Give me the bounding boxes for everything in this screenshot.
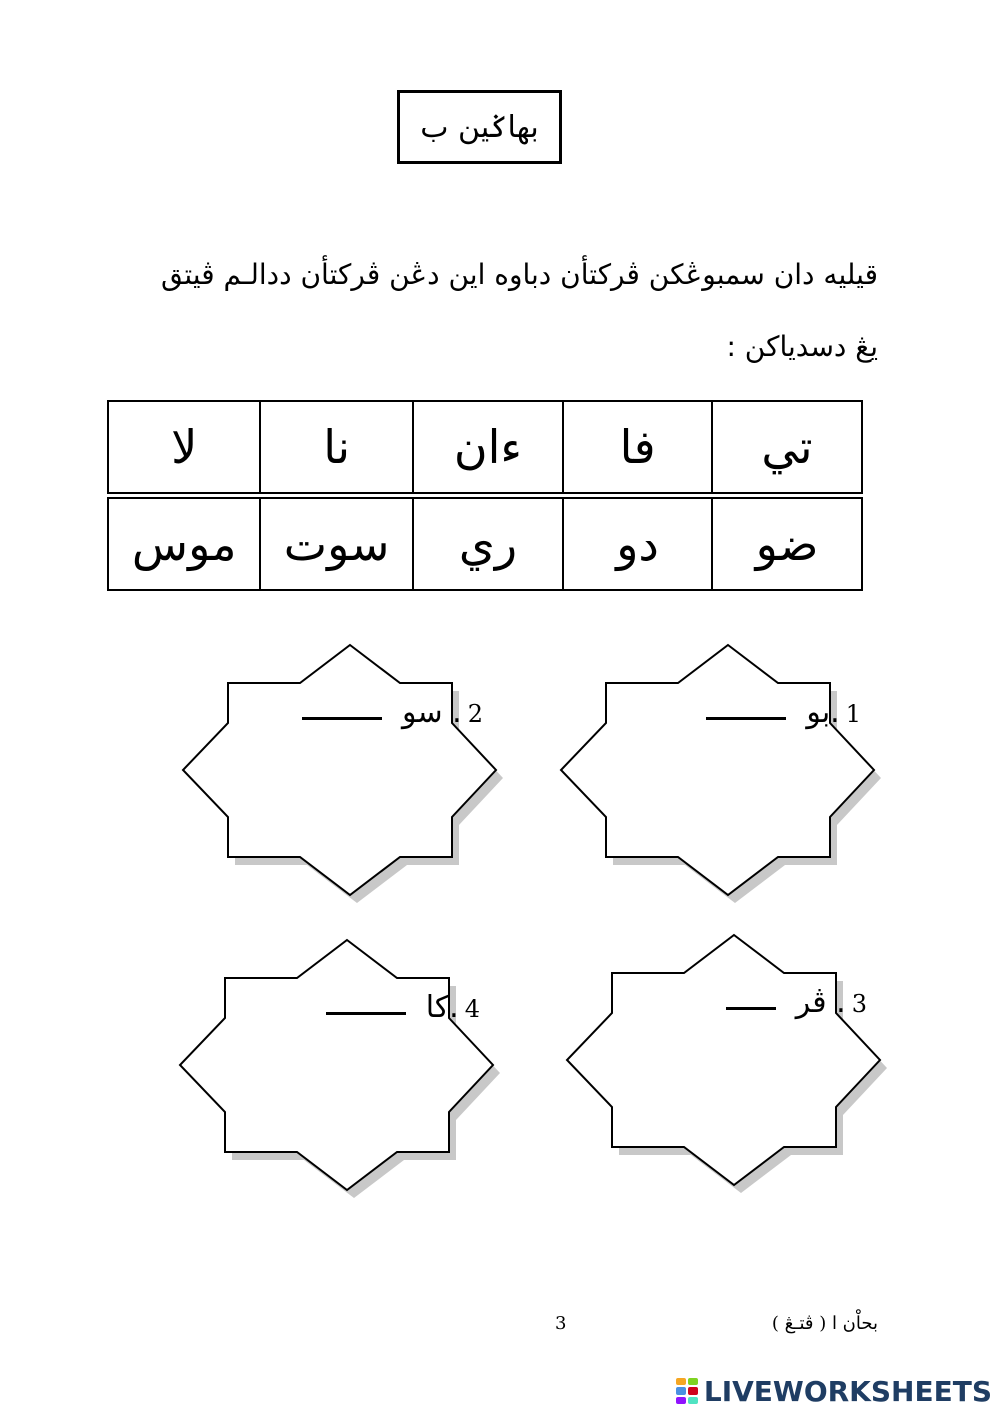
exercise-number: 1 [845, 700, 861, 728]
logo-square [688, 1387, 698, 1394]
star-shape [178, 645, 523, 895]
syllable-cell: ءان [413, 401, 563, 493]
exercise-prefix: .بو [806, 695, 840, 730]
star-shape [175, 940, 520, 1190]
exercise-star-1[interactable] [556, 645, 901, 895]
logo-square [688, 1397, 698, 1404]
syllable-cell: ري [413, 498, 563, 590]
exercise-label [326, 990, 480, 1025]
logo-square [688, 1378, 698, 1385]
logo-square [676, 1387, 686, 1394]
star-shape [562, 935, 907, 1185]
syllable-cell: تي [712, 401, 862, 493]
exercise-label [302, 695, 483, 730]
instruction-line-2: يڠ دسدياكن : [726, 330, 878, 363]
answer-blank[interactable] [302, 717, 382, 720]
syllable-cell: دو [563, 498, 712, 590]
syllable-cell: سوت [260, 498, 412, 590]
exercise-number: 4 [464, 995, 480, 1023]
exercise-number: 3 [851, 990, 867, 1018]
brand-name: LIVEWORKSHEETS [703, 1374, 992, 1408]
logo-square [676, 1397, 686, 1404]
exercise-label [726, 985, 867, 1020]
page-number: 3 [555, 1313, 567, 1334]
logo-square [676, 1378, 686, 1385]
instruction-line-1: قيليه دان سمبوڠكن ڤركتأن دباوه اين دڠن ڤركتأن ددالـم ڤيتق [160, 258, 878, 291]
syllable-cell: لا [108, 401, 260, 493]
table-row [108, 401, 862, 493]
answer-blank[interactable] [706, 717, 786, 720]
syllable-cell: موس [108, 498, 260, 590]
exercise-prefix: . ڤر [795, 985, 846, 1020]
liveworksheets-logo-icon [676, 1378, 698, 1404]
section-title: بهاݢين ب [397, 90, 562, 164]
syllable-table [107, 400, 863, 591]
star-shape [556, 645, 901, 895]
brand[interactable] [676, 1374, 992, 1408]
exercise-prefix: . سو [402, 695, 462, 730]
table-row [108, 498, 862, 590]
exercise-star-3[interactable] [562, 935, 907, 1185]
exercise-number: 2 [467, 700, 483, 728]
exercise-prefix: .كا [425, 990, 459, 1025]
footer-note: بحاْن ا ( ڤتـڠ ) [771, 1313, 878, 1334]
syllable-cell: ضو [712, 498, 862, 590]
exercise-star-2[interactable] [178, 645, 523, 895]
syllable-cell: فا [563, 401, 712, 493]
syllable-cell: نا [260, 401, 412, 493]
exercise-star-4[interactable] [175, 940, 520, 1190]
answer-blank[interactable] [326, 1012, 406, 1015]
exercise-label [706, 695, 861, 730]
answer-blank[interactable] [726, 1007, 776, 1010]
